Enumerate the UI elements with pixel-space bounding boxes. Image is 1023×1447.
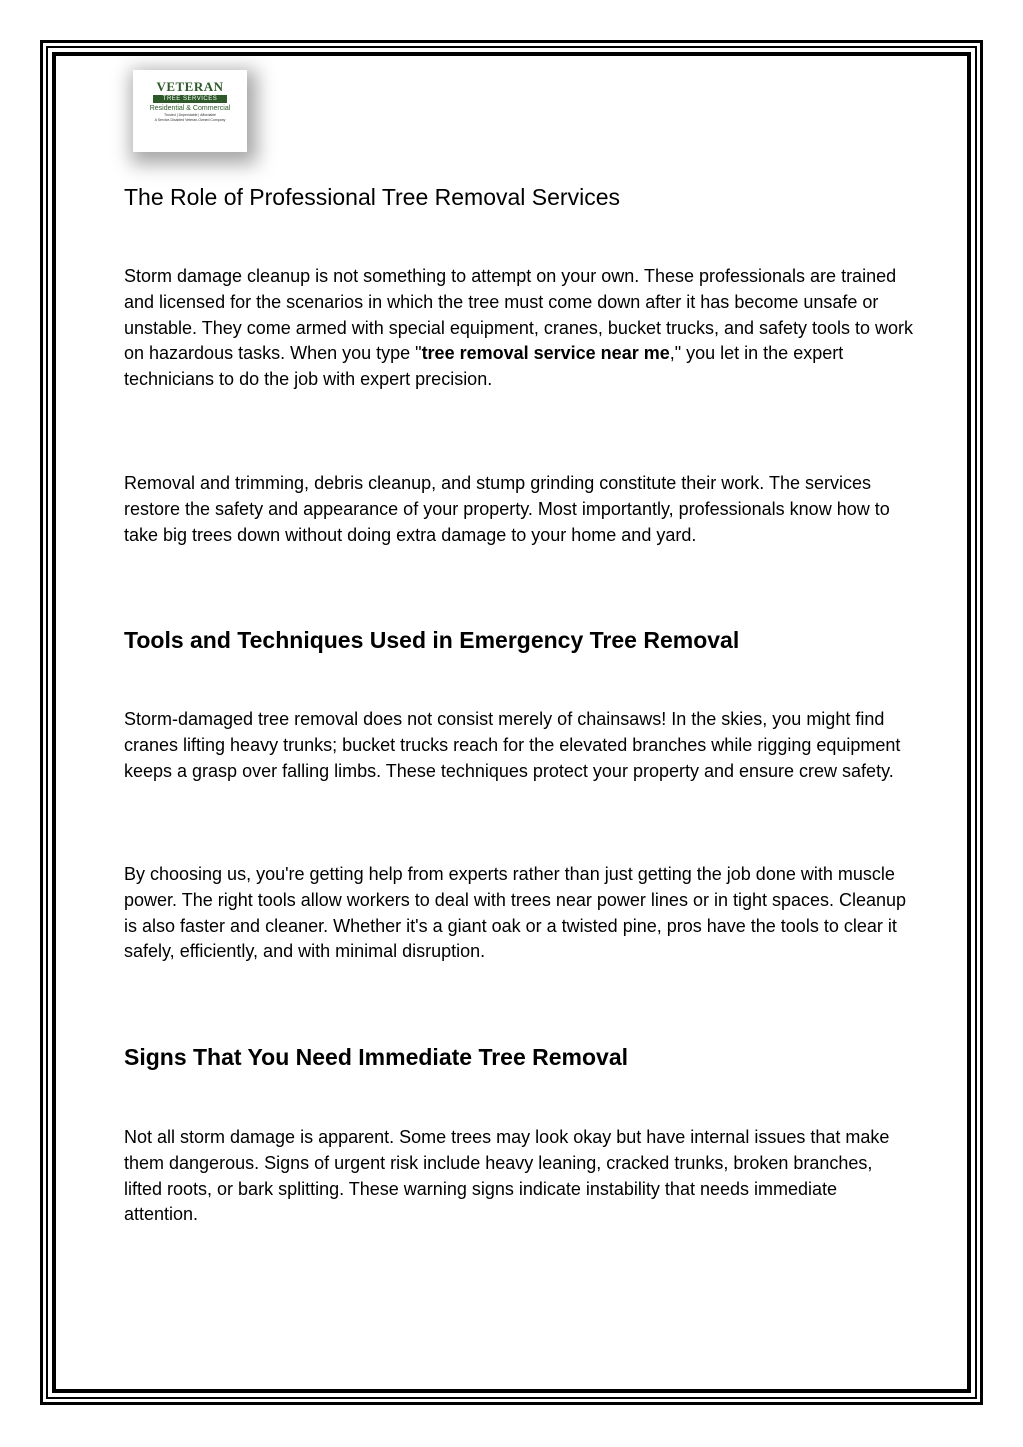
logo-band: TREE SERVICES [153,95,227,103]
logo-company-note: A Service-Disabled Veteran-Owned Company [154,118,226,122]
paragraph-not-all-damage: Not all storm damage is apparent. Some trees may look okay but have internal issues that make them dangerous. Signs of urgent risk include heavy leaning, cracked trunks, broken branches, lifted roots, or bark splitting. These warning signs indicate instability that needs immediate attention. [124,1127,890,1225]
paragraph-text: ," you let in the expert technicians to do the job with expert precision. [124,343,844,390]
logo-tagline: Trusted | Dependable | Affordable [163,113,217,117]
logo-image [147,80,233,142]
keyword-link-text: tree removal service near me [421,343,670,364]
paragraph-removal-trimming: Removal and trimming, debris cleanup, and stump grinding constitute their work. The services restore the safety and appearance of your property. Most importantly, professionals know how to take big trees down without doing extra damage to your home and yard. [124,473,890,545]
paragraph-choosing-us: By choosing us, you're getting help from experts rather than just getting the job done with muscle power. The right tools allow workers to deal with trees near power lines or in tight spaces. Cleanup is also faster and cleaner. Whether it's a giant oak or a twisted pine, pros have the tools to clear it safely, efficiently, and with minimal disruption. [124,864,907,962]
company-logo [133,70,247,152]
paragraph-storm-damaged: Storm-damaged tree removal does not consist merely of chainsaws! In the skies, you might find cranes lifting heavy trunks; bucket trucks reach for the elevated branches while rigging equipment keeps a grasp over falling limbs. These techniques protect your property and ensure crew safety. [124,709,901,781]
section-title-signs: Signs That You Need Immediate Tree Removal [124,1044,629,1070]
section-title-role: The Role of Professional Tree Removal Services [124,184,620,210]
paragraph-text: Storm damage cleanup is not something to attempt on your own. These professionals are trained and licensed for the scenarios in which the tree must come down after it has become unsafe or unstable. They come armed with special equipment, cranes, bucket trucks, and safety tools to work on hazardous tasks. When you type " [124,266,914,364]
paragraph-storm-cleanup [124,264,914,393]
section-title-tools: Tools and Techniques Used in Emergency Tree Removal [124,627,740,653]
logo-title: VETERAN [156,79,224,94]
logo-subtitle: Residential & Commercial [149,105,231,112]
